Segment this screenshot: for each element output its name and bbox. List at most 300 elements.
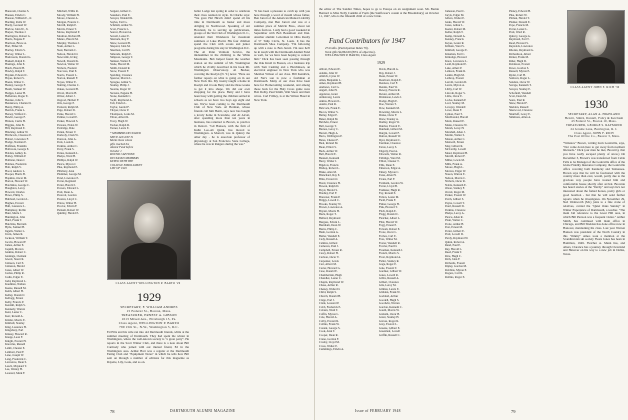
name-entry: Parker, Howard S. (57, 118, 79, 123)
name-entry: Holt, Ralph V. (5, 165, 22, 170)
contributor-entry: Pierce, Allen R. (445, 214, 464, 219)
contributor-entry: Mason, Arthur C. (445, 136, 466, 141)
contributor-entry: Emery, Myron C. (379, 169, 400, 174)
name-entry: Snow, Everett F. (110, 69, 130, 74)
contributor-entry: Rhodes, Raymond G. (509, 48, 534, 53)
name-entry: Peabody, Clark W. (57, 133, 79, 138)
contributor-entry: Miller, Lewis M. (445, 157, 465, 162)
contributor-entry: Martin, Walter S. (445, 133, 465, 138)
contributor-entry: Fisk, Howard T. (379, 205, 398, 210)
contributor-entry: Foote, Oscar L. (379, 230, 397, 235)
contributor-entry: Coburn, Ward T. (319, 308, 339, 313)
left-masthead: DARTMOUTH ALUMNI MAGAZINE (170, 409, 236, 413)
contributor-entry: Conant, George S. (319, 325, 341, 330)
name-entry: Heath, Samuel W. (5, 87, 26, 92)
contributor-entry: Payne, Lowell T. (445, 200, 465, 205)
name-entry: Hendee, John S. (5, 97, 24, 102)
officer-line: Class Agent, WELLINGTON P. BARTO (118, 321, 180, 325)
name-entry: Kendall, Ralph S. (5, 303, 26, 308)
contributor-entry: Nichols, Oscar R. (445, 179, 466, 184)
name-entry: Scott, Francis L. (110, 26, 130, 31)
name-entry: Howard, Charles (5, 189, 25, 194)
name-entry: Murphy, Thomas J. (57, 40, 80, 45)
contributor-entry: Knox, Lawrence L. (445, 58, 468, 63)
contributor-entry: Noble, Kenneth E. (445, 182, 467, 187)
right-intro (319, 8, 439, 34)
name-list-column-2 (57, 10, 107, 405)
name-entry: Knapp, Leon F. (5, 335, 23, 340)
name-entry: Prescott, Gordon (57, 193, 77, 198)
contributor-entry: Pearl, Russell D. (445, 204, 465, 209)
contributor-entry: Davis, Harold A. (379, 68, 399, 71)
name-entry: Hardy, Leonard W. (5, 23, 27, 28)
contributor-entry: Shaw, Harold F. (509, 101, 528, 106)
name-entry: Knight, Everett H. (5, 338, 27, 343)
name-entry: Simpson, George T. (110, 55, 133, 60)
contributor-entry: French, Morris S. (379, 251, 400, 256)
contributor-entry: Gibbs, Russell A. (379, 276, 400, 281)
name-entry: Moore, Chester A. (57, 16, 79, 21)
contributor-entry: Fowler, Paul D. (379, 244, 398, 249)
contributor-entry: Bates, Chester F. (319, 137, 339, 142)
name-entry: Osgood, Herbert F. (57, 97, 80, 102)
contributor-entry: Flint, Harold W. (379, 219, 398, 224)
contributor-entry: Goodwin, Warren (379, 301, 400, 306)
name-entry: Hurd, Frank T. (5, 218, 23, 223)
class-notes-column-5 (254, 10, 310, 406)
name-entry: Sprague, Arthur S. (110, 79, 132, 84)
contributor-entry: Purdy, Raymond W. (445, 236, 469, 240)
name-entry: Oliver, Albert J. (57, 94, 76, 99)
contributor-entry: Cheney, Walter D. (319, 286, 341, 291)
contributor-entry: Gilman, Lewis E. (379, 286, 400, 291)
contributor-entry: Denison, Carl F. (379, 81, 398, 86)
contributor-entry: Chamberlain, Hugh (319, 272, 342, 277)
contributor-entry: Emerson, Edgar A. (379, 166, 401, 171)
contributor-entry: Lathrop, Everett (445, 76, 464, 81)
name-entry: Pike, Raymond E. (57, 165, 79, 170)
name-entry: Kidder, Morris E. (5, 317, 26, 322)
name-entry: Sargent, Gilbert C. (110, 10, 132, 13)
contributor-entry: Clapp, Earl J. (319, 297, 335, 302)
contributor-entry: Jameson, Paul C. (445, 10, 465, 13)
contributor-entry: Briggs, Lowell C. (319, 198, 340, 203)
name-entry: Hinckley, Arthur W. (5, 129, 29, 134)
name-entry: Harrington, Robert G. (5, 33, 31, 38)
contributor-entry: Gale, Everett T. (379, 265, 398, 270)
note-line: DECEASED MEMBERS (110, 155, 139, 160)
contributor-entry: Goodell, Hugh S. (379, 297, 400, 302)
class-1929-body-text: Ed Ellis and his wife ran into old Dartmouth friends, while at the summer meeting of Dartmouth. They had spent the winter in Washington, where the well-known society is "a great party". He reports in the Scott Winter Club, and there is a note about Bill Carmody who joined with our mutual friend, Ed in the Washington area. Arthur Hart was a regular at the Dartmouth Eating Club and "Equipment Notes" in which he tells how Bill sent on through a number of editions for this magazine as Rayette, Lily, Look, and so on. (107, 331, 189, 364)
contributor-entry: Cross, Walter E. (319, 343, 338, 348)
contributor-entry: Perkins, Clarence (445, 207, 466, 212)
contributor-entry: Dean, Ernest W. (379, 74, 398, 79)
left-page-number: 78 (110, 409, 115, 414)
contributor-entry: Parker, Everett W. (445, 193, 467, 198)
right-issue-line: Issue of FEBRUARY 1948 (355, 409, 401, 413)
contributor-entry: Armstrong, Lewis (319, 95, 341, 100)
name-entry: Stanley, Philip J. (110, 83, 130, 88)
contributor-entry: Nason, Warren E. (445, 172, 466, 177)
name-entry: Jones, Albert W. (5, 267, 24, 272)
name-entry: Norton, Russell F. (57, 76, 78, 81)
name-entry: Jenkins, Robert C. (5, 250, 27, 255)
contributor-entry: Lord, Stanley M. (445, 101, 465, 106)
name-entry: Kennedy, Warren (5, 306, 26, 311)
contributor-entry: Burnham, Dean W. (319, 223, 342, 228)
name-entry: Newcomb, Irving (57, 55, 78, 60)
name-entry: Jaquith, Morton (5, 246, 24, 251)
contributor-entry: Dutton, Russell W. (379, 134, 401, 139)
name-entry: Hutchins, Bertram (5, 221, 27, 226)
name-entry: Newton, Walter W. (57, 62, 80, 67)
officer-line: SECRETARY, ALAN A. HIGHLAND (568, 112, 620, 116)
name-entry: Hughes, Everett (5, 200, 24, 205)
name-entry: Holden, Ashley K. (5, 150, 27, 155)
contributor-entry: Bradley, Earl F. (319, 191, 338, 196)
name-entry: Harding, Rolla W. (5, 19, 27, 24)
contributor-entry: Blanchard, Ray E. (319, 173, 341, 178)
contributor-entry: Ripley, Gordon M. (445, 264, 467, 269)
name-entry: Noyes, Walter E. (57, 79, 77, 84)
contributor-entry: Nelson, Morris C. (445, 175, 466, 180)
name-entry: Plummer, George M. (57, 172, 82, 177)
name-entry: Thompson, Louis M. (110, 111, 135, 116)
contributor-entry: Dyer, Raymond C. (379, 137, 401, 142)
contributor-entry: Andrews, Carl G. (319, 84, 340, 89)
contributor-entry: Rider, Hugh D. (509, 58, 527, 63)
name-entry: Oakes, Leonard B. (57, 87, 79, 92)
contributor-list-column-1 (319, 68, 377, 406)
contributor-list-column-3 (445, 10, 503, 406)
name-entry: Schmidt, Arthur W. (110, 23, 133, 28)
name-entry: Smith, Donald R. (110, 65, 131, 70)
contributor-entry: Marshall, Allen J. (445, 129, 466, 134)
photo-caption-right: CLASS AGENT JOHN F. RICH '30 (570, 86, 620, 89)
name-entry: Moody, William H. (57, 12, 80, 17)
name-entry: Holley, William P. (5, 154, 27, 159)
contributor-entry: Greenleaf, Lowell (379, 329, 401, 334)
fund-summary-line: WELLINGTON P. BARTO, Class Agent (325, 53, 376, 58)
name-entry: Perkins, Arthur C. (57, 143, 79, 148)
class-1930-body-text: "Winslow" Brown, writing from Louisville, says, "Not come down here to get away from northern blizzards." Dick (our man he met, Brown's), that you have really escaped plenty of snow.) On December 3, Brown's was transferred from Cable Falls to be Manager of the Louisville office of the Globe Fidelity Insurance Company, the Louisville office covering both Kentucky and Tennessee. Brown says that he will be fascinated with the country more than ever, would, partly due to the gracious way people have treated him and comfortable house shortly after arrival. Brownie has heard stories of the "Derby" and says he's not interested about the famed horses, pretty girls or good bourbon - but that he will send further reports when he investigates. On November 29, Ned Wentworth (Mr.) joins to a fine crane of relatives, carried the "Quiet Oaks Sunday" in Winter Experience of Dartmouth, a teacher. "The main Jail reference to the Great Hill area, in which Bill Pierson was a frequent visitor." Arthur Smith, has continued with main office in Chicago, and Bill Sheldon has done office now in Hanover, mentioning his class. Last year Warren Hanson was president of the North Country in this "Jimmy" Amos took a mention at the Scandinavian ski society Fleets Jones has been in Hamilton, 1949. Fletcher A. Mann has, and others, Clarence has a journey through Cleveland and Hanover on his way to a new job in Dallas, Texas. (563, 142, 625, 257)
contributor-entry: Sanborn, Roger L. (509, 76, 531, 81)
name-entry: Irwin, James R. (5, 232, 24, 237)
contributor-entry: Olson, Stanley F. (445, 186, 465, 191)
name-entry: Slade, Harold M. (110, 62, 130, 67)
contributor-entry: Angell, John H. (319, 88, 338, 93)
contributor-entry: Jeffers, Walter E. (445, 16, 465, 21)
contributor-entry: Keeler, Robert M. (445, 26, 466, 31)
name-entry: Hartley, Edwin S. (5, 48, 26, 53)
name-entry: Pearson, John A. (57, 136, 77, 141)
officer-line: TREASURER, GEORGE S. RAYMOND (566, 123, 622, 128)
contributor-entry: Edwards, Walter R. (379, 152, 402, 157)
officer-line: The Post Office Co., Beaver 3, Mass. (568, 134, 620, 139)
contributor-entry: Lowe, Dean F. (445, 108, 462, 113)
contributor-entry: Foss, Walter M. (379, 237, 398, 242)
name-entry: Thayer, Oscar P. (110, 108, 129, 113)
contributor-entry: Durgin, Lowell F. (379, 130, 400, 135)
name-entry: Jacobs, Howard F. (5, 239, 27, 244)
name-entry: Pratt, Dean A. (57, 189, 74, 194)
class-notes-column-5-text: "It has been a pleasure to catch up with you here through a word of mouth whose father, Ben Jarrett of the American Mutual Liability Company, met Ben Jarrett and was at a summer place of Melvin Bros., about ten miles from us. I only had a good weekend in September with Bob Beaumont and Dan. Another alumni: Lettermen in Ohio Realty of 57 Tulip Circle, St. Louis. It has the Dartmouth Shoe Company. "I'm following up with a note to Ben Jarrett. I'm sure he'll be in touch with the Dartmouth Alumni Fund as well, for we have been hoping to contact him." Dick has been seen passing through the Oak Knoll in Boston, on a business trip with Tom Cushing and a Hutchinson, an electrical engineer in New York who was Sheldon Wilson of our class. Bill Kendrick, old Nat's son is now a freshman at Dartmouth. Many of our class have been here for Homecoming weekend, and among those back for the Holy Cross game were Bob Dolby, Paul Smith, Walt Snow and their wives. Carl Fribley, is at the Wilton Hotel in New York. (254, 10, 310, 102)
name-entry: Hollister, Dean J. (5, 157, 26, 162)
name-entry: Hickok, Curtis H. (5, 118, 26, 123)
contributor-entry: Little, Oscar E. (445, 94, 463, 99)
contributor-entry: Chase, Arthur R. (319, 283, 339, 288)
contributor-entry: Fuller, Stanley R. (379, 258, 400, 263)
contributor-entry: Carpenter, Lewis (319, 258, 339, 263)
name-entry: Shattuck, Roy F. (110, 37, 130, 42)
contributor-entry: Reynolds, Lawrence (509, 44, 533, 49)
contributor-entry: Bush, Gordon A. (319, 230, 339, 235)
name-entry: Perry, Frank S. (57, 147, 75, 152)
name-entry: Page, Robert D. (57, 108, 76, 113)
contributor-entry: Dewey, Francis R. (379, 88, 401, 93)
name-entry: Sawyer, Wendell R. (110, 16, 133, 21)
contributor-entry: Barnes, Leroy C. (319, 127, 339, 132)
contributor-entry: Ames, Raymond H. (319, 81, 342, 86)
name-entry: Hanscom, Charles S. (5, 10, 30, 13)
contributor-entry: Buck, Roger T. (319, 212, 337, 217)
name-entry: Leonard, Mark F. (5, 370, 26, 375)
contributor-entry: Flagg, Donald C. (379, 212, 399, 217)
name-entry: Holbrook, George E. (5, 147, 30, 152)
contributor-entry: Gould, Morris W. (379, 308, 400, 313)
name-entry: Nichols, Frederic (57, 65, 78, 70)
contributor-entry: Quincy, George A. (509, 33, 531, 38)
contributor-entry: Coffin, Myron L. (319, 311, 340, 316)
fund-summary-line: 274 Gifts. (Participation Index 79). (325, 46, 369, 50)
contributor-entry: Ray, Harold L. (445, 246, 463, 251)
contributor-entry: Pratt, Ward R. (509, 30, 526, 35)
contributor-entry: Sanders, Oscar W. (509, 79, 531, 84)
contributor-entry: Phelps, Leroy A. (445, 211, 465, 216)
contributor-entry: Felton, Lester M. (379, 194, 400, 199)
contributor-entry: Patch, Gilbert S. (445, 196, 465, 201)
contributor-entry: Potter, Gilbert E. (445, 228, 465, 233)
name-entry: Stevens, Eugene H. (110, 90, 133, 95)
name-entry: Palmer, Lowell E. (57, 115, 78, 120)
contributor-entry: Kittredge, Howard (445, 55, 467, 60)
name-entry: Howe, Philip S. (5, 193, 24, 198)
photo-face (134, 203, 164, 243)
name-entry: Tucker, Ralph D. (110, 122, 130, 127)
class-notes-column-4 (194, 10, 250, 406)
contributor-entry: Russell, Myron E. (509, 69, 531, 74)
contributor-entry: Carey, Robert H. (319, 251, 339, 256)
contributor-entry: Jones, Arthur L. (445, 23, 464, 28)
name-entry: Peck, Louis R. (57, 140, 75, 145)
contributor-entry: Bond, Clarence H. (319, 180, 341, 185)
name-entry: Mitchell, Willis R. (57, 10, 79, 13)
name-entry: Johnson, Carl E. (5, 260, 25, 265)
name-entry: Tracy, Hugh W. (110, 118, 129, 123)
contributor-entry: Gilbert, Clarence (379, 279, 399, 284)
contributor-entry: Porter, Lester L. (509, 26, 528, 31)
name-entry: Hanson, William E., Jr. (5, 16, 32, 21)
name-entry: Prince, Walter H. (57, 200, 77, 205)
contributor-entry: May, Gilbert R. (445, 143, 464, 148)
name-entry: Joslin, Edgar E. (5, 275, 24, 280)
name-entry: Hubbard, Gordon L. (5, 196, 29, 201)
contributor-entry: Cameron, Paul J. (319, 244, 339, 249)
name-entry: Hansen, Edwin C. (5, 12, 27, 17)
name-entry: Sherman, Carl H. (110, 48, 131, 53)
name-entry: Phillips, Ralph W. (57, 157, 79, 162)
contributor-entry: Moore, Hugh L. (445, 165, 464, 170)
contributor-entry: Field, Frank F. (379, 198, 396, 203)
contributor-entry: Eastman, Clarence (379, 141, 401, 146)
name-entry: Hobart, Lawrence F. (5, 136, 29, 141)
name-entry: Proctor, Edwin F. (57, 204, 78, 209)
contributor-entry: Sears, Paul R. (509, 97, 526, 102)
contributor-entry: Dow, Kenneth M. (379, 106, 400, 111)
contributor-entry: Frost, Raymond A. (379, 254, 402, 259)
contributor-entry: Brewster, Frank P. (319, 194, 341, 199)
contributor-entry: Poole, Arthur H. (445, 221, 465, 226)
contributor-entry: Austin, Paul R. (319, 102, 337, 107)
contributor-entry: Sawyer, Stanley E. (509, 87, 531, 92)
contributor-entry: Bliss, Everett O. (319, 176, 339, 181)
name-entry: Jackson, William T. (5, 236, 28, 240)
contributor-entry: Leavitt, Gordon D. (445, 79, 467, 84)
name-entry: Neal, Bertram C. (57, 48, 77, 53)
name-entry: Phelps, Ward H. (57, 154, 76, 159)
fund-contributors-heading: Fund Contributors for 1947 (329, 38, 406, 45)
name-entry: Keith, Albert H. (5, 289, 24, 294)
contributor-entry: Bell, Harold E. (319, 152, 337, 157)
contributor-entry: Gates, Lowell R. (379, 272, 399, 277)
contributor-entry: Eldridge, Ward M. (379, 155, 401, 160)
contributor-entry: Kimball, George E. (445, 48, 468, 53)
contributor-entry: Pratt, Lowell D. (445, 232, 464, 237)
class-1929-body (107, 331, 189, 406)
contributor-entry: Schofield, Wendell (509, 90, 532, 95)
contributor-entry: Maxwell, Ernest (445, 140, 465, 145)
name-entry: Hewitt, George F. (5, 115, 26, 120)
class-agent-photo-barto (107, 180, 191, 280)
name-entry: Preston, Lloyd C. (57, 196, 78, 201)
contributor-entry: Quinn, Robert A. (445, 239, 465, 244)
contributor-entry: Griffin, Russell C. (379, 333, 401, 338)
contributor-entry: Bailey, Edgar P. (319, 113, 338, 118)
name-entry: Hoffman, Franklin (5, 143, 27, 148)
contributor-entry: Colby, Everett R. (319, 318, 340, 323)
name-entry: Norcross, Paul E. (57, 69, 78, 74)
contributor-entry: Brown, Lawrence A. (319, 205, 344, 210)
contributor-entry: Gardner, Gilbert W. (379, 269, 402, 274)
name-entry: Jordan, Philip R. (5, 271, 25, 276)
contributor-entry: Rogers, Carl R. (445, 271, 463, 276)
name-entry: Lane, Joseph W. (5, 353, 24, 358)
name-entry: Henderson, Charles D. (5, 101, 32, 106)
contributor-entry: Crane, Gordon F. (319, 336, 339, 341)
contributor-entry: Berry, Walter J. (319, 159, 337, 164)
name-entry: Holmes, Frederick (5, 161, 27, 166)
officer-line: SECRETARY, F. WILLIAM ANDRES (120, 305, 178, 309)
name-entry: Keene, Russell M. (5, 285, 27, 290)
name-entry: Lambert, Paul F. (5, 349, 25, 354)
name-entry: Nash, Arthur L. (57, 44, 76, 49)
contributor-entry: Babcock, Frank E. (319, 106, 341, 111)
contributor-entry: Eaton, Leroy S. (379, 145, 398, 150)
contributor-entry: Mills, Frank A. (445, 161, 463, 166)
name-entry: Otis, George P. (57, 101, 75, 106)
contributor-entry: Beck, Arthur W. (319, 148, 338, 153)
name-entry: Shaw, Leonard B. (110, 40, 131, 45)
officer-line: TREASURER, ERNEST A. GIBSON (121, 313, 177, 317)
officer-line: 1013 Mixed Ave., Pittsburgh 15, Pa. (121, 317, 177, 321)
contributor-entry: Richards, Everett (445, 260, 466, 265)
contributor-entry: Cummings, Edwin A. (319, 347, 345, 352)
contributor-entry: Child, Ralph S. (319, 290, 337, 295)
contributor-entry: Cook, Alan T. (319, 329, 336, 334)
contributor-list-column-2 (379, 68, 439, 406)
contributor-entry: Lamson, Frank R. (445, 69, 466, 74)
contributor-entry: Beal, Roland M. (319, 141, 339, 146)
name-entry: Hazen, Walter C. (5, 79, 25, 84)
note-line: October 1 (110, 148, 122, 153)
contributor-entry: Fay, Ronald E. (379, 191, 397, 196)
contributor-entry: Collins, Frank W. (319, 322, 340, 327)
contributor-entry: Barto, Wellington P. (319, 134, 343, 139)
note-line: KEYED WITH THE (110, 159, 134, 164)
contributor-entry: Gray, Everett L. (379, 322, 398, 327)
name-entry: Hasbrouck, Donald G. (5, 55, 32, 60)
contributor-entry: Case, Ronald E. (319, 269, 338, 274)
contributor-entry: Mack, Russell E. (445, 118, 465, 123)
name-entry: Hopkins, Oscar M. (5, 175, 27, 180)
name-entry: Horton, Howard W. (5, 179, 28, 184)
name-entry: Seaver, Howard A. (110, 30, 132, 35)
contributor-entry: Lovejoy, Wendell (445, 104, 466, 109)
name-entry: Parsons, Eldon W. (57, 122, 79, 127)
contributor-entry: Gage, Roger E. (379, 262, 397, 267)
name-entry: King, Laurence H. (5, 324, 27, 329)
name-entry: Harvey, Walter L. (5, 51, 26, 56)
contributor-entry: Fitch, Ralph E. (379, 208, 397, 213)
contributor-entry: Forbes, Carl E. (379, 233, 397, 238)
contributor-entry: Elliott, Chester T. (379, 159, 400, 164)
name-entry: Tilton, Albert R. (110, 115, 130, 120)
contributor-entry: Marsh, Leroy H. (445, 126, 465, 131)
contributor-entry: Dennis, Paul W. (379, 84, 398, 89)
contributor-entry: Merrill, Robert F. (445, 154, 466, 159)
name-entry: Powers, Edward L. (57, 186, 80, 191)
right-intro-text: the editor of The Sandler Times, hopes to go to Europe on an assignment soon. Mr. Bernie Bernard to Miss Nelly Conklin of Farm (the Sunflower's cousin at the Bloomsbury) on October 11, 1947, who is the fifteenth child of a new bride. (319, 8, 439, 19)
contributor-entry: Ellis, Dean E. (379, 162, 396, 167)
name-entry: Porter, Reginald (57, 179, 76, 184)
name-entry: Kinney, Howard R. (5, 331, 28, 336)
contributor-entry: Raymond, Earl T. (509, 37, 530, 42)
name-entry: Hayes, Robert S. (5, 76, 25, 81)
contributor-entry: Drake, Oscar F. (379, 113, 398, 118)
name-entry: Hedges, Lester H. (5, 90, 26, 95)
name-entry: Heffernan, Roger E. (5, 94, 29, 99)
contributor-entry: Chapin, Raymond W. (319, 279, 344, 284)
name-entry: Munro, Harold M. (57, 37, 79, 42)
name-entry: Ingalls, Walter L. (5, 228, 26, 233)
contributor-entry: Rowe, Gordon S. (509, 65, 530, 70)
contributor-entry: Rand, Paul E. (445, 243, 461, 248)
officer-line: 43 Federal St., Boston 10, Mass. (571, 119, 617, 124)
contributor-entry: Bigelow, Francis (319, 162, 339, 167)
contributor-entry: Cooper, Dean R. (319, 333, 339, 338)
contributor-list-column-4 (509, 10, 567, 122)
year-heading-1929: 1929 (137, 290, 161, 304)
